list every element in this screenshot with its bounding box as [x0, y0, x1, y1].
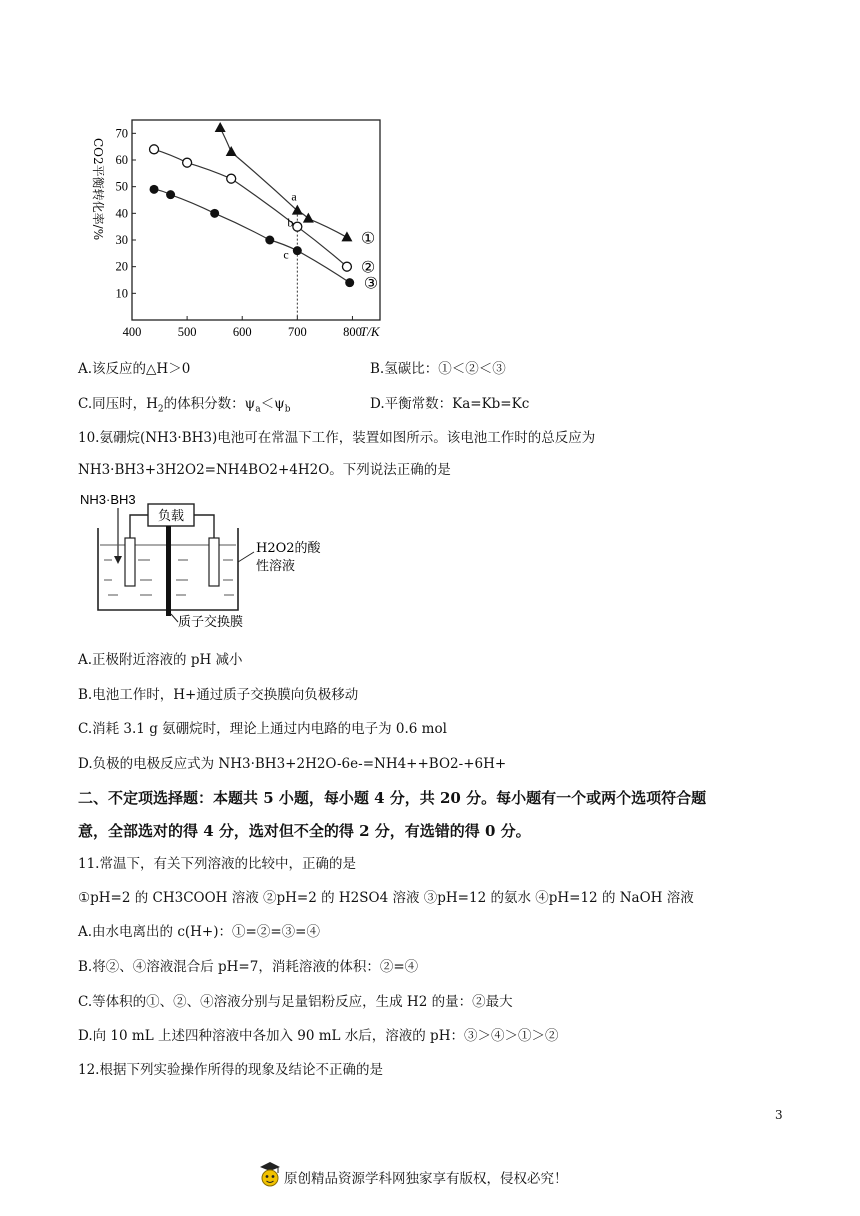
q12-stem: 12.根据下列实验操作所得的现象及结论不正确的是	[78, 1062, 383, 1078]
q9-option-a: A.该反应的△H＞0	[78, 361, 191, 377]
y-tick-label: 10	[115, 286, 128, 301]
q11-option-d: D.向 10 mL 上述四种溶液中各加入 90 mL 水后，溶液的 pH：③＞④＞①＞②	[78, 1028, 559, 1044]
x-tick-label: 500	[177, 325, 197, 339]
plot-frame	[132, 120, 380, 320]
q11-option-b: B.将②、④溶液混合后 pH=7，消耗溶液的体积：②=④	[78, 959, 419, 975]
point-annotation: c	[283, 247, 289, 262]
data-point	[303, 213, 314, 223]
fig-label-load: 负载	[158, 509, 185, 524]
data-point	[210, 209, 219, 218]
data-point	[345, 278, 354, 287]
x-tick-label: 400	[122, 325, 142, 339]
fig-label-h2o2-line1: H2O2的酸	[256, 541, 321, 556]
x-axis-label: T/K	[360, 324, 380, 339]
series-line-①	[220, 128, 347, 237]
q10-stem-line2: NH3·BH3+3H2O2=NH4BO2+4H2O。下列说法正确的是	[78, 462, 451, 478]
y-tick-label: 60	[115, 153, 128, 167]
section2-heading-line1: 二、不定项选择题：本题共 5 小题，每小题 4 分，共 20 分。每小题有一个或两个选项符合题	[78, 789, 707, 807]
copyright-notice: 原创精品资源学科网独家享有版权，侵权必究！	[284, 1171, 568, 1187]
series-line-②	[154, 149, 347, 266]
q9-option-d: D.平衡常数：Ka=Kb=Kc	[370, 396, 530, 412]
fig-label-h2o2-line2: 性溶液	[256, 559, 296, 574]
section2-heading-line2: 意，全部选对的得 4 分，选对但不全的得 2 分，有选错的得 0 分。	[78, 822, 531, 840]
q10-option-b: B.电池工作时，H+通过质子交换膜向负极移动	[78, 687, 359, 703]
point-annotation: b	[287, 215, 294, 230]
q11-items: ①pH=2 的 CH3COOH 溶液 ②pH=2 的 H2SO4 溶液 ③pH=12 的氨水 ④pH=12 的 NaOH 溶液	[78, 890, 694, 906]
q11-option-c: C.等体积的①、②、④溶液分别与足量铝粉反应，生成 H2 的量：②最大	[78, 994, 513, 1010]
data-point	[215, 122, 226, 132]
proton-exchange-membrane	[166, 526, 171, 616]
data-point	[265, 236, 274, 245]
q9-option-b: B.氢碳比：①＜②＜③	[370, 361, 506, 377]
series-label: ②	[360, 257, 376, 277]
point-annotation: a	[291, 189, 297, 204]
fig-label-nh3bh3: NH3·BH3	[80, 492, 136, 507]
series-label: ①	[360, 228, 376, 248]
data-point	[183, 158, 192, 167]
data-point	[342, 262, 351, 271]
co2-conversion-chart	[80, 112, 400, 344]
q11-option-a: A.由水电离出的 c(H+)：①=②=③=④	[78, 924, 320, 940]
q10-option-d: D.负极的电极反应式为 NH3·BH3+2H2O-6e-=NH4++BO2-+6H+	[78, 756, 507, 772]
data-point	[293, 222, 302, 231]
data-point	[292, 205, 303, 215]
graduate-mascot-icon	[258, 1161, 282, 1189]
series-line-③	[154, 189, 350, 282]
data-point	[226, 146, 237, 156]
x-tick-label: 700	[287, 325, 307, 339]
q9-option-c: C.同压时，$H_2$的体积分数：$\psi_a<\psi_b$	[78, 396, 291, 415]
y-tick-label: 40	[115, 206, 128, 221]
x-tick-label: 600	[232, 325, 252, 339]
x-tick-label: 800	[343, 325, 362, 339]
q10-stem-line1: 10.氨硼烷(NH3·BH3)电池可在常温下工作，装置如图所示。该电池工作时的总反应为	[78, 430, 596, 446]
data-point	[341, 231, 352, 241]
data-point	[293, 246, 302, 255]
series-label: ③	[363, 273, 379, 293]
negative-electrode	[125, 538, 135, 586]
positive-electrode	[209, 538, 219, 586]
data-point	[150, 185, 159, 194]
data-point	[227, 174, 236, 183]
y-axis-label: CO2平衡转化率/%	[91, 138, 105, 241]
q10-option-c: C.消耗 3.1 g 氨硼烷时，理论上通过内电路的电子为 0.6 mol	[78, 721, 447, 737]
y-tick-label: 50	[115, 179, 128, 194]
page-number: 3	[775, 1108, 783, 1122]
y-tick-label: 30	[115, 233, 128, 247]
data-point	[166, 190, 175, 199]
ammonia-borane-cell-diagram	[78, 490, 338, 630]
q11-stem: 11.常温下，有关下列溶液的比较中，正确的是	[78, 856, 356, 872]
fig-label-membrane: 质子交换膜	[178, 615, 244, 630]
y-tick-label: 20	[115, 259, 128, 274]
data-point	[150, 145, 159, 154]
q10-option-a: A.正极附近溶液的 pH 减小	[78, 652, 243, 668]
y-tick-label: 70	[115, 126, 128, 141]
